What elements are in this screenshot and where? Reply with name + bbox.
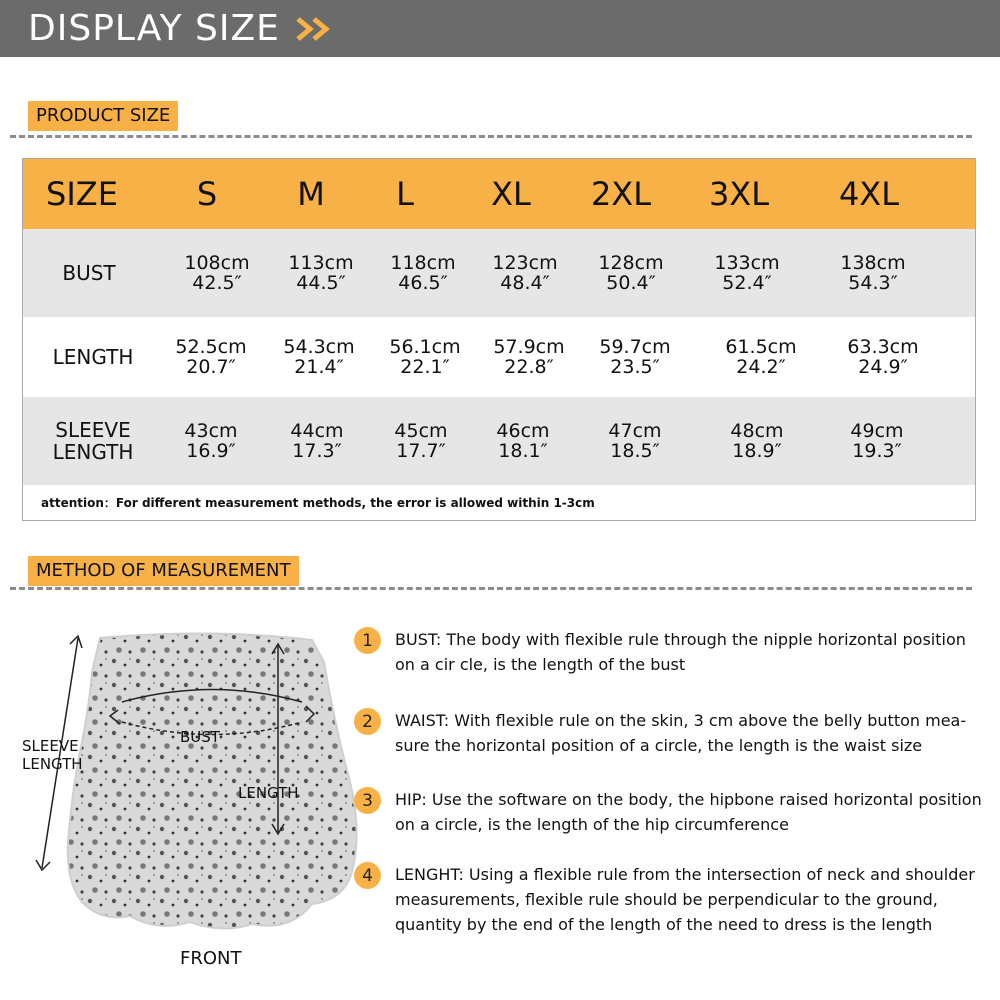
display-size-header [0,0,1000,57]
cm-value: 133cm [714,252,780,274]
method-text: BUST: The body with flexible rule through the nipple horizontal position on a cir cle, is the length of the bust [395,630,966,674]
method-item [354,708,984,758]
table-cell [705,397,809,485]
table-cell [369,397,473,485]
inch-value: 18.1″ [498,440,548,462]
garment-image [62,632,370,934]
inch-value: 24.9″ [858,356,908,378]
inch-value: 18.5″ [610,440,660,462]
inch-value: 20.7″ [186,356,236,378]
method-text: LENGHT: Using a flexible rule from the intersection of neck and shoulder measurements, flexible rule should be perpendicular to the ground, quantity by the end of the length of the need to dress is the length [395,865,975,934]
table-cell [159,397,263,485]
row-label-text: LENGTH [52,345,134,369]
divider [10,135,972,138]
table-cell [709,317,813,397]
inch-value: 44.5″ [296,272,346,294]
cm-value: 54.3cm [283,336,355,358]
attention-row [23,485,975,520]
cm-value: 44cm [290,420,344,442]
inch-value: 17.7″ [396,440,446,462]
table-cell [825,397,929,485]
inch-value: 46.5″ [398,272,448,294]
row-label [37,397,149,485]
table-cell [695,229,799,317]
inch-value: 42.5″ [192,272,242,294]
size-header: 2XL [590,175,652,213]
number-badge: 1 [354,627,381,654]
size-header: M [297,175,325,213]
size-header: 3XL [708,175,770,213]
attention-note: attention：For different measurement methods, the error is allowed within 1-3cm [41,496,595,510]
table-row [23,397,975,485]
inch-value: 22.1″ [400,356,450,378]
table-cell [165,229,269,317]
divider [10,587,972,590]
cm-value: 47cm [608,420,662,442]
header-title: DISPLAY SIZE [28,8,280,49]
number-badge: 2 [354,708,381,735]
bust-label: BUST [180,728,220,746]
method-text: WAIST: With flexible rule on the skin, 3 cm above the belly button mea-sure the horizontal position of a circle, the length is the waist size [395,711,967,755]
cm-value: 113cm [288,252,354,274]
cm-value: 48cm [730,420,784,442]
inch-value: 16.9″ [186,440,236,462]
sleeve-label: SLEEVE [22,737,79,755]
method-text: HIP: Use the software on the body, the hipbone raised horizontal position on a circle, is the length of the hip circumference [395,790,982,834]
row-label [37,317,149,397]
row-label-text: LENGTH [52,440,134,464]
size-header: S [196,175,218,213]
cm-value: 59.7cm [599,336,671,358]
inch-value: 21.4″ [294,356,344,378]
table-cell [371,229,475,317]
table-cell [471,397,575,485]
cm-value: 128cm [598,252,664,274]
cm-value: 138cm [840,252,906,274]
size-column-header: SIZE [46,175,118,213]
size-table [22,158,976,521]
length-label: LENGTH [238,784,299,802]
product-size-label: PRODUCT SIZE [28,101,178,131]
table-cell [373,317,477,397]
inch-value: 22.8″ [504,356,554,378]
row-label-text: SLEEVE [55,418,131,442]
inch-value: 18.9″ [732,440,782,462]
method-item [354,627,984,677]
inch-value: 52.4″ [722,272,772,294]
cm-value: 56.1cm [389,336,461,358]
size-header: L [396,175,414,213]
inch-value: 17.3″ [292,440,342,462]
inch-value: 23.5″ [610,356,660,378]
cm-value: 57.9cm [493,336,565,358]
cm-value: 108cm [184,252,250,274]
inch-value: 24.2″ [736,356,786,378]
table-cell [159,317,263,397]
number-badge: 4 [354,862,381,889]
table-row [23,229,975,317]
cm-value: 61.5cm [725,336,797,358]
inch-value: 54.3″ [848,272,898,294]
front-label: FRONT [180,948,242,969]
table-cell [831,317,935,397]
cm-value: 45cm [394,420,448,442]
cm-value: 123cm [492,252,558,274]
table-cell [477,317,581,397]
number-badge: 3 [354,787,381,814]
method-of-measurement-label: METHOD OF MEASUREMENT [28,556,299,586]
row-label [33,229,145,317]
garment-figure [62,632,370,934]
cm-value: 46cm [496,420,550,442]
method-item [354,862,984,937]
table-cell [269,229,373,317]
cm-value: 118cm [390,252,456,274]
table-row [23,317,975,397]
sleeve-label: LENGTH [22,755,83,773]
cm-value: 43cm [184,420,238,442]
table-cell [473,229,577,317]
size-header: XL [491,175,531,213]
table-cell [579,229,683,317]
row-label-text: BUST [62,261,116,285]
table-cell [267,317,371,397]
cm-value: 49cm [850,420,904,442]
table-cell [583,397,687,485]
inch-value: 50.4″ [606,272,656,294]
table-header-row [23,159,975,229]
size-header: 4XL [838,175,900,213]
inch-value: 48.4″ [500,272,550,294]
table-cell [583,317,687,397]
table-cell [265,397,369,485]
double-chevron-icon [294,16,338,42]
cm-value: 52.5cm [175,336,247,358]
cm-value: 63.3cm [847,336,919,358]
method-item [354,787,984,837]
table-cell [821,229,925,317]
inch-value: 19.3″ [852,440,902,462]
